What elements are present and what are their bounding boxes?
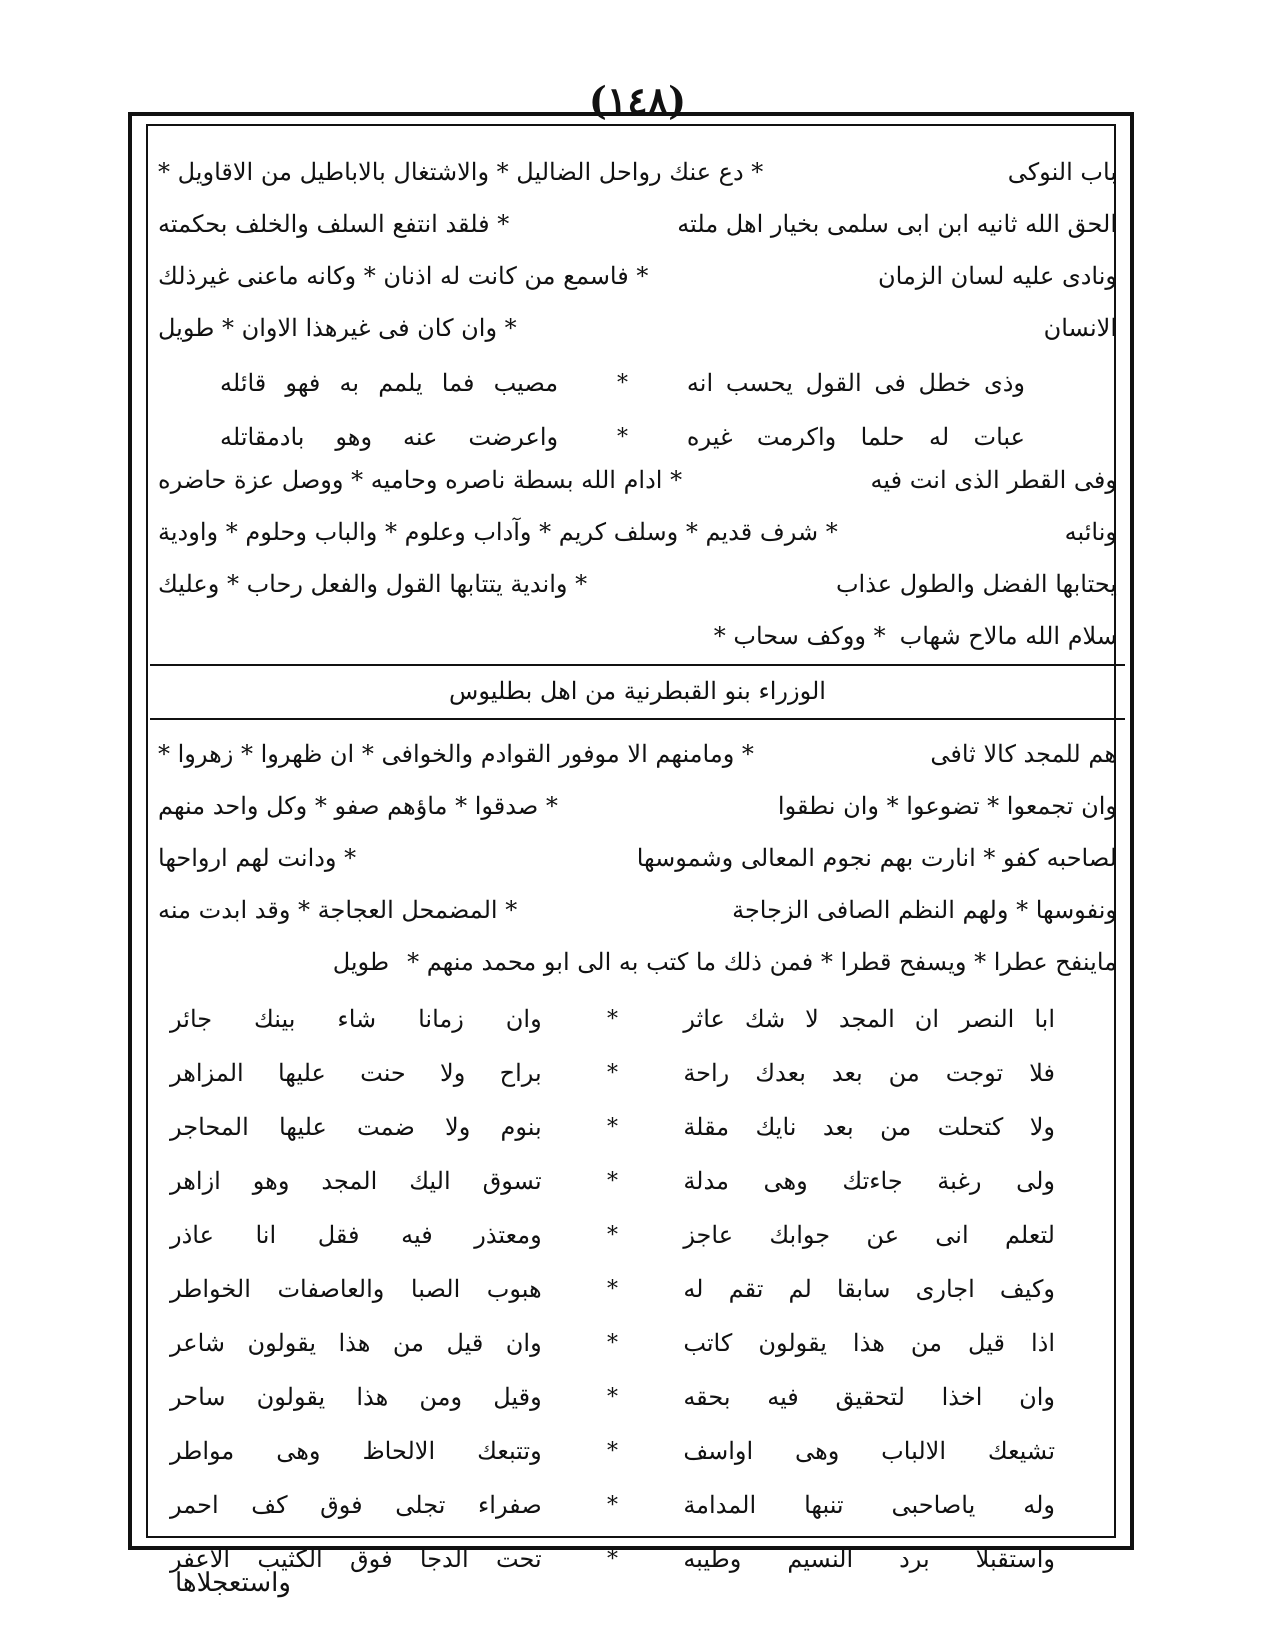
prose-line (158, 198, 1117, 250)
verse-first-hemistich: لتعلم انى عن جوابك عاجز (683, 1221, 1055, 1249)
prose-segment: وان تجمعوا * تضوعوا * وان نطقوا (777, 792, 1117, 820)
verse-line (170, 1262, 1055, 1316)
prose-line (158, 454, 1117, 506)
verse-separator: * (607, 1168, 618, 1194)
meter-label: طويل (332, 948, 390, 976)
verse-separator: * (607, 1060, 618, 1086)
section-heading-text: الوزراء بنو القبطرنية من اهل بطليوس (449, 677, 826, 705)
prose-segment: * ودانت لهم ارواحها (158, 844, 357, 872)
prose-segment: * ومامنهم الا موفور القوادم والخوافى * ان ظهروا * زهروا * (158, 740, 754, 768)
prose-segment: * وان كان فى غيرهذا الاوان * طويل (158, 314, 517, 342)
prose-segment: * دع عنك رواحل الضاليل * والاشتغال بالاباطيل من الاقاويل * (158, 158, 764, 186)
top-prose (158, 146, 1117, 354)
verse-separator: * (607, 1492, 618, 1518)
prose-segment: * فاسمع من كانت له اذنان * وكانه ماعنى غيرذلك (158, 262, 649, 290)
verse-line (170, 1424, 1055, 1478)
verse-second-hemistich: ومعتذر فيه فقل انا عاذر (170, 1221, 542, 1249)
prose-segment: ونائبه (1064, 518, 1117, 546)
prose-segment: ونادى عليه لسان الزمان (878, 262, 1117, 290)
prose-line (158, 884, 1117, 936)
verse-first-hemistich: اذا قيل من هذا يقولون كاتب (683, 1329, 1055, 1357)
verse-line (170, 1046, 1055, 1100)
prose-segment: * صدقوا * ماؤهم صفو * وكل واحد منهم (158, 792, 558, 820)
verse-line (170, 992, 1055, 1046)
prose-segment: هم للمجد كالا ثافى (930, 740, 1117, 768)
verse-line (220, 356, 1025, 410)
prose-segment: * واندية يتتابها القول والفعل رحاب * وعليك (158, 570, 588, 598)
verse-second-hemistich: وان قيل من هذا يقولون شاعر (170, 1329, 542, 1357)
verse-separator: * (617, 370, 628, 396)
prose-line (158, 832, 1117, 884)
verse-line (170, 1316, 1055, 1370)
catchword: واستعجلاها (175, 1568, 291, 1598)
prose-line (158, 728, 1117, 780)
prose-segment: * ووكف سحاب * (713, 622, 886, 650)
verse-separator: * (617, 424, 628, 450)
verse-separator: * (607, 1546, 618, 1572)
verse-first-hemistich: تشيعك الالباب وهى اواسف (683, 1437, 1055, 1465)
verse-separator: * (607, 1006, 618, 1032)
verse-second-hemistich: وان زمانا شاء بينك جائر (170, 1005, 542, 1033)
verse-first-hemistich: عبات له حلما واكرمت غيره (686, 423, 1025, 451)
verse-first-hemistich: وكيف اجارى سابقا لم تقم له (683, 1275, 1055, 1303)
verse-separator: * (607, 1330, 618, 1356)
verse-separator: * (607, 1114, 618, 1140)
prose-line (158, 250, 1117, 302)
verse-separator: * (607, 1276, 618, 1302)
verse-line (170, 1532, 1055, 1586)
section-heading (150, 664, 1125, 720)
verse-separator: * (607, 1438, 618, 1464)
middle-prose (158, 454, 1117, 662)
prose-line (158, 146, 1117, 198)
verse-second-hemistich: هبوب الصبا والعاصفات الخواطر (170, 1275, 542, 1303)
prose-segment: * المضمحل العجاجة * وقد ابدت منه (158, 896, 518, 924)
prose-segment: يحتابها الفضل والطول عذاب (835, 570, 1117, 598)
verse-second-hemistich: وقيل ومن هذا يقولون ساحر (170, 1383, 542, 1411)
verse-first-hemistich: وان اخذا لتحقيق فيه بحقه (683, 1383, 1055, 1411)
first-verses (220, 356, 1025, 464)
prose-line (158, 610, 1117, 662)
verse-first-hemistich: وذى خطل فى القول يحسب انه (686, 369, 1025, 397)
prose-segment: الانسان (1043, 314, 1117, 342)
verse-second-hemistich: وتتبعك الالحاظ وهى مواطر (170, 1437, 542, 1465)
verse-second-hemistich: تسوق اليك المجد وهو ازاهر (170, 1167, 542, 1195)
prose-segment: ونفوسها * ولهم النظم الصافى الزجاجة (732, 896, 1117, 924)
prose-segment: وفى القطر الذى انت فيه (870, 466, 1117, 494)
verse-second-hemistich: براح ولا حنت عليها المزاهر (170, 1059, 542, 1087)
prose-line (158, 936, 1117, 988)
verse-separator: * (607, 1222, 618, 1248)
prose-line (158, 506, 1117, 558)
verse-second-hemistich: تحت الدجا فوق الكثيب الاعفر (170, 1545, 542, 1573)
verse-line (170, 1370, 1055, 1424)
prose-segment: * فلقد انتفع السلف والخلف بحكمته (158, 210, 510, 238)
page-number: (١٤٨) (588, 78, 687, 123)
verse-second-hemistich: مصيب فما يلمم به فهو قائله (220, 369, 559, 397)
prose-segment: * ادام الله بسطة ناصره وحاميه * ووصل عزة حاضره (158, 466, 683, 494)
verse-line (170, 1478, 1055, 1532)
verse-second-hemistich: صفراء تجلى فوق كف احمر (170, 1491, 542, 1519)
prose-segment: لصاحبه كفو * انارت بهم نجوم المعالى وشموسها (636, 844, 1117, 872)
prose-segment: باب النوكى (1007, 158, 1117, 186)
verse-separator: * (607, 1384, 618, 1410)
verse-first-hemistich: ولى رغبة جاءتك وهى مدلة (683, 1167, 1055, 1195)
bottom-prose (158, 728, 1117, 988)
verse-first-hemistich: فلا توجت من بعد بعدك راحة (683, 1059, 1055, 1087)
verse-second-hemistich: واعرضت عنه وهو بادمقاتله (220, 423, 559, 451)
verse-second-hemistich: بنوم ولا ضمت عليها المحاجر (170, 1113, 542, 1141)
verse-first-hemistich: واستقبلا برد النسيم وطيبه (683, 1545, 1055, 1573)
prose-segment: * شرف قديم * وسلف كريم * وآداب وعلوم * والباب وحلوم * واودية (158, 518, 838, 546)
verse-first-hemistich: ولا كتحلت من بعد نايك مقلة (683, 1113, 1055, 1141)
verse-line (170, 1100, 1055, 1154)
verse-first-hemistich: ابا النصر ان المجد لا شك عاثر (683, 1005, 1055, 1033)
prose-segment: ماينفح عطرا * ويسفح قطرا * فمن ذلك ما كتب به الى ابو محمد منهم * (407, 948, 1117, 976)
verse-line (170, 1208, 1055, 1262)
prose-segment: سلام الله مالاح شهاب (899, 622, 1117, 650)
prose-segment: الحق الله ثانيه ابن ابى سلمى بخيار اهل ملته (677, 210, 1117, 238)
verse-first-hemistich: وله ياصاحبى تنبها المدامة (683, 1491, 1055, 1519)
prose-line (158, 302, 1117, 354)
prose-line (158, 780, 1117, 832)
verse-line (170, 1154, 1055, 1208)
prose-line (158, 558, 1117, 610)
verse-block (170, 992, 1055, 1586)
